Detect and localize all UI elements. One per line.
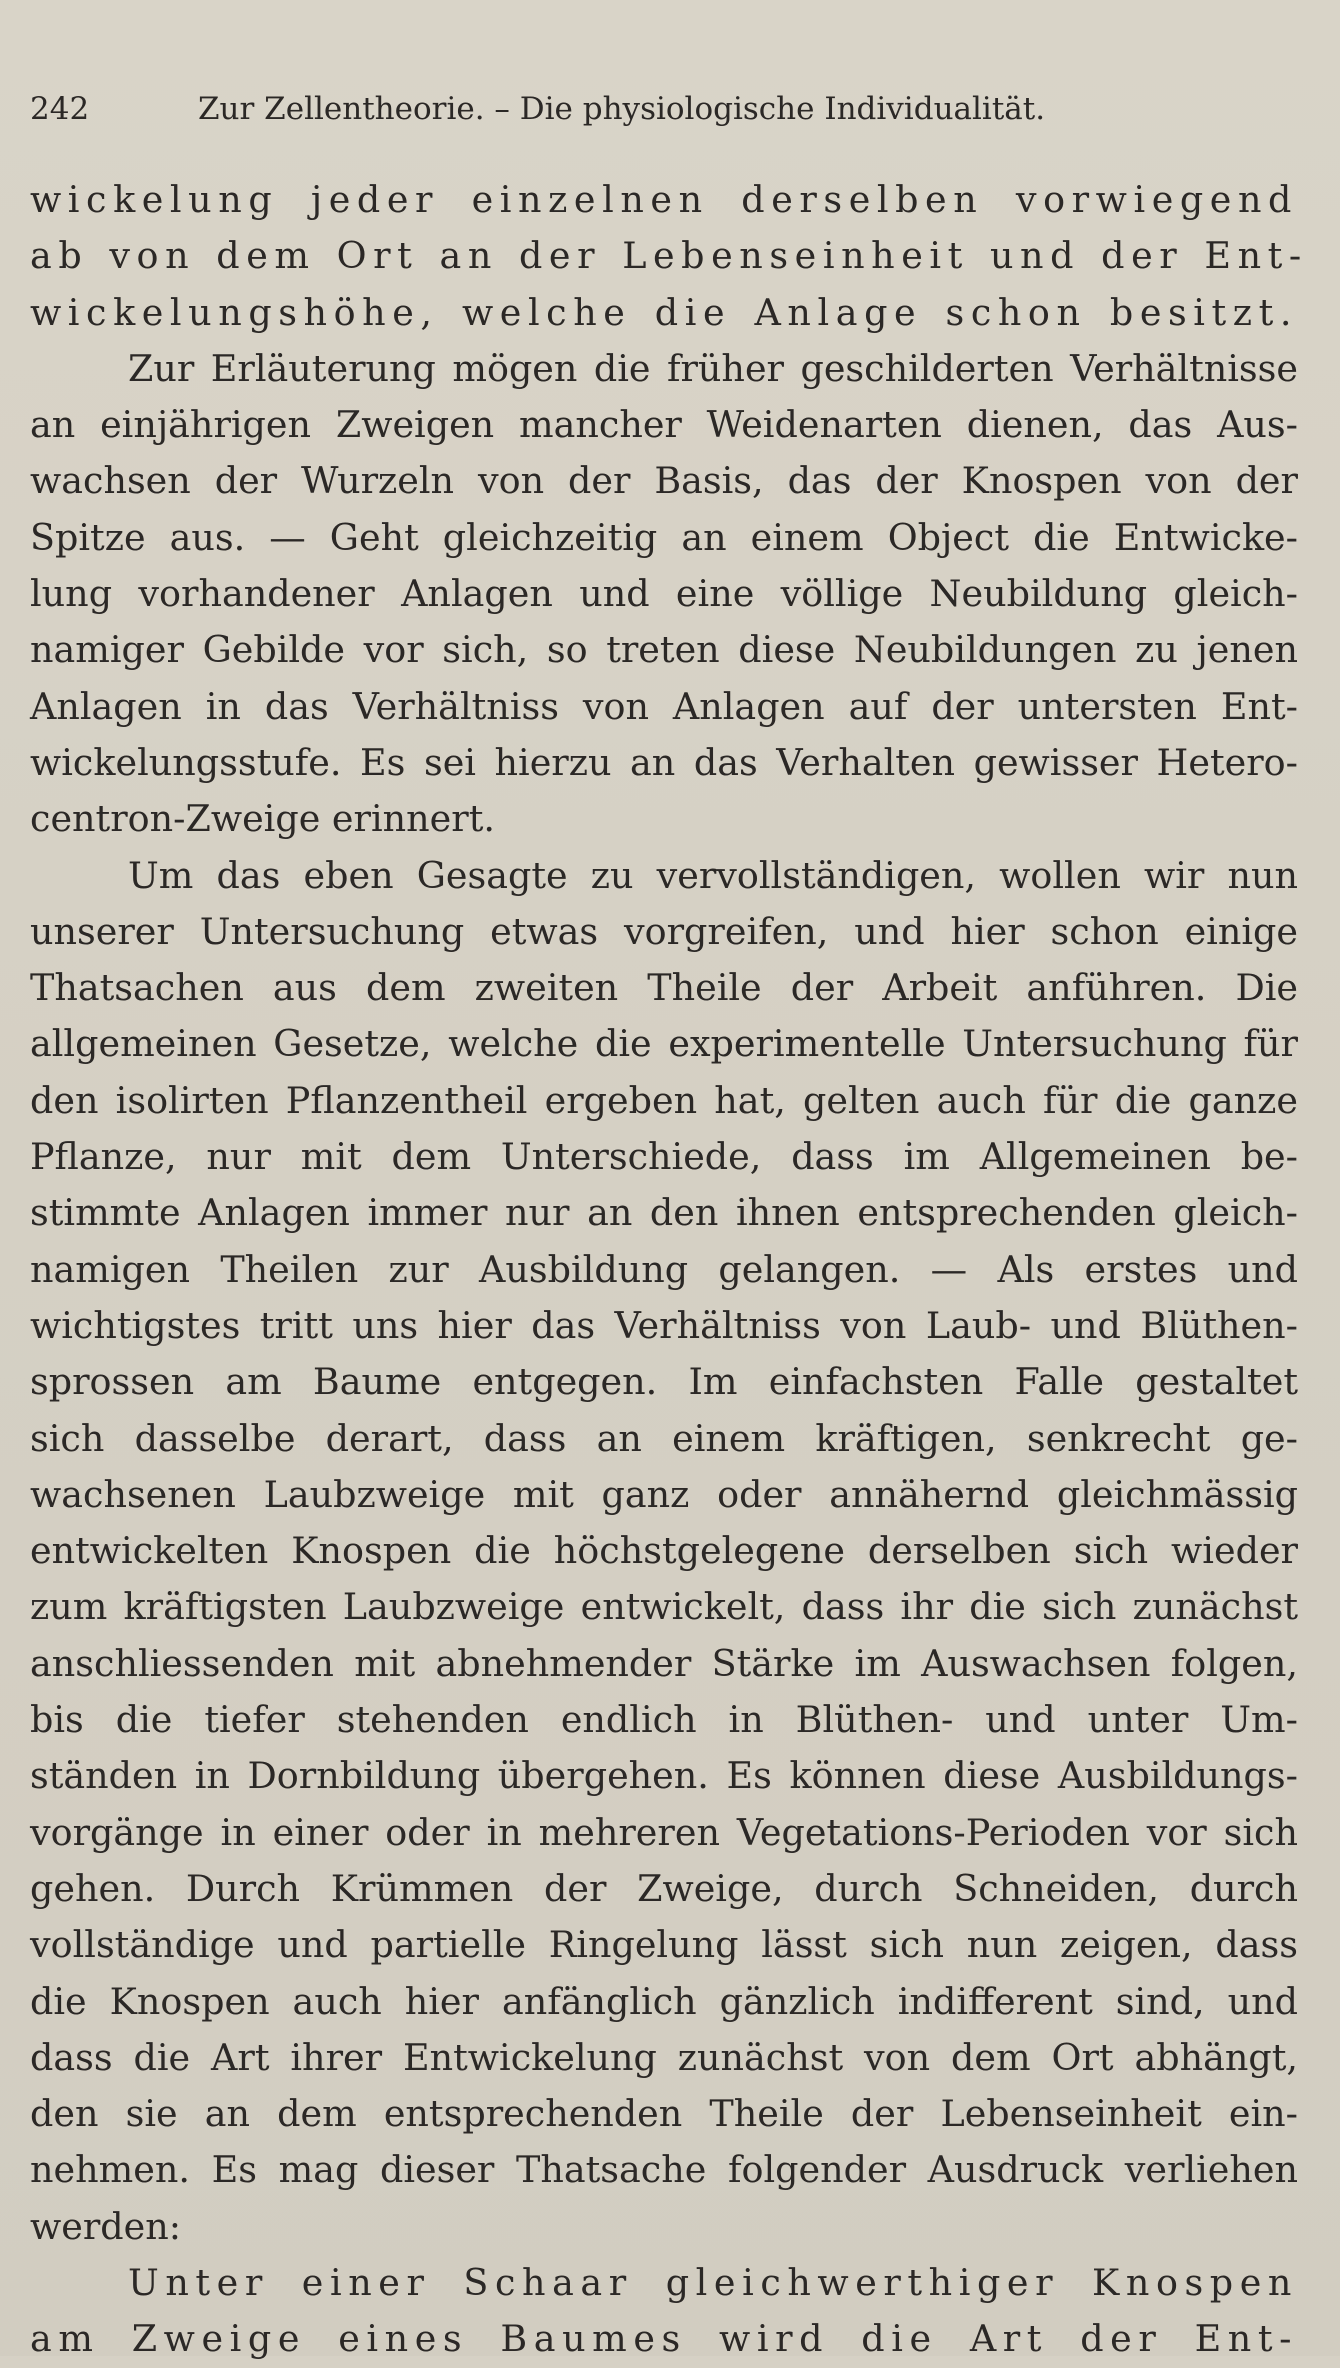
- page-number: 242: [30, 91, 90, 127]
- text-line: gehen. Durch Krümmen der Zweige, durch Schneiden, durch: [30, 1866, 1298, 1910]
- text-line: Thatsachen aus dem zweiten Theile der Arbeit anführen. Die: [30, 966, 1298, 1010]
- text-line: ständen in Dornbildung übergehen. Es können diese Ausbildungs-: [30, 1754, 1298, 1798]
- text-line: dass die Art ihrer Entwickelung zunächst von dem Ort abhängt,: [30, 2035, 1298, 2079]
- text-line: am Zweige eines Baumes wird die Art der Ent-: [30, 2317, 1298, 2361]
- text-line: sich dasselbe derart, dass an einem kräftigen, senkrecht ge-: [30, 1416, 1298, 1460]
- text-line: wachsen der Wurzeln von der Basis, das der Knospen von der: [30, 459, 1298, 503]
- text-line: lung vorhandener Anlagen und eine völlige Neubildung gleich-: [30, 572, 1298, 616]
- text-line: wickelung jeder einzelnen derselben vorwiegend: [30, 178, 1298, 221]
- paragraph-start-line: Zur Erläuterung mögen die früher geschilderten Verhältnisse: [128, 346, 1298, 390]
- text-line: wickelungsstufe. Es sei hierzu an das Verhalten gewisser Hetero-: [30, 740, 1298, 784]
- paragraph-start-line: Um das eben Gesagte zu vervollständigen, wollen wir nun: [128, 853, 1298, 897]
- text-line: bis die tiefer stehenden endlich in Blüthen- und unter Um-: [30, 1698, 1298, 1742]
- text-line: den isolirten Pflanzentheil ergeben hat, gelten auch für die ganze: [30, 1078, 1298, 1122]
- text-line: ab von dem Ort an der Lebenseinheit und der Ent-: [30, 234, 1308, 278]
- text-line: an einjährigen Zweigen mancher Weidenarten dienen, das Aus-: [30, 403, 1298, 447]
- text-line: den sie an dem entsprechenden Theile der Lebenseinheit ein-: [30, 2092, 1298, 2136]
- paragraph-end-line: centron-Zweige erinnert.: [30, 797, 495, 841]
- text-line: allgemeinen Gesetze, welche die experimentelle Untersuchung für: [30, 1022, 1298, 1066]
- text-line: wachsenen Laubzweige mit ganz oder annähernd gleichmässig: [30, 1472, 1298, 1516]
- text-line: anschliessenden mit abnehmender Stärke im Auswachsen folgen,: [30, 1641, 1298, 1685]
- text-line: Anlagen in das Verhältniss von Anlagen auf der untersten Ent-: [30, 684, 1298, 728]
- text-line: namigen Theilen zur Ausbildung gelangen. — Als erstes und: [30, 1247, 1298, 1291]
- running-title: Zur Zellentheorie. – Die physiologische Individualität.: [198, 91, 1046, 127]
- text-line: vollständige und partielle Ringelung lässt sich nun zeigen, dass: [30, 1923, 1298, 1967]
- text-line: unserer Untersuchung etwas vorgreifen, und hier schon einige: [30, 909, 1298, 953]
- text-line: sprossen am Baume entgegen. Im einfachsten Falle gestaltet: [30, 1360, 1298, 1404]
- text-line: wichtigstes tritt uns hier das Verhältniss von Laub- und Blüthen-: [30, 1303, 1298, 1347]
- text-line: namiger Gebilde vor sich, so treten diese Neubildungen zu jenen: [30, 628, 1298, 672]
- paragraph-end-line: werden:: [30, 2204, 182, 2248]
- page-header: [30, 84, 1310, 134]
- text-line: zum kräftigsten Laubzweige entwickelt, dass ihr die sich zunächst: [30, 1585, 1298, 1629]
- text-line: stimmte Anlagen immer nur an den ihnen entsprechenden gleich-: [30, 1191, 1298, 1235]
- body-text: [30, 172, 1308, 2368]
- text-line: Pflanze, nur mit dem Unterschiede, dass im Allgemeinen be-: [30, 1135, 1298, 1179]
- paragraph-start-line: Unter einer Schaar gleichwerthiger Knospen: [128, 2260, 1298, 2304]
- text-line: entwickelten Knospen die höchstgelegene derselben sich wieder: [30, 1529, 1298, 1573]
- text-line: die Knospen auch hier anfänglich gänzlich indifferent sind, und: [30, 1979, 1298, 2023]
- text-line: nehmen. Es mag dieser Thatsache folgender Ausdruck verliehen: [30, 2148, 1298, 2192]
- text-line: vorgänge in einer oder in mehreren Vegetations-Perioden vor sich: [30, 1810, 1298, 1854]
- text-line: wickelungshöhe, welche die Anlage schon besitzt.: [30, 290, 1298, 334]
- text-line: Spitze aus. — Geht gleichzeitig an einem Object die Entwicke-: [30, 515, 1298, 559]
